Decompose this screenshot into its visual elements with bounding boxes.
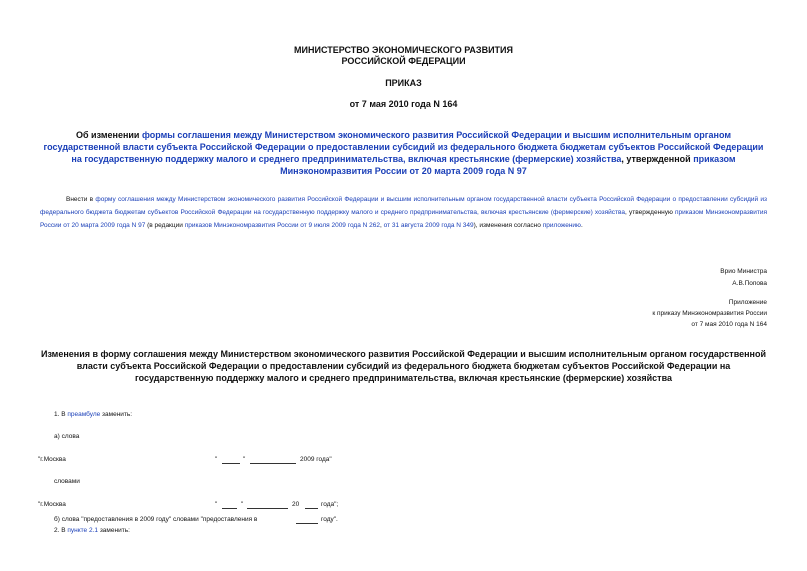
item1-prefix: 1. В — [54, 411, 68, 418]
body-link-order-262[interactable]: приказов Минэкономразвития России от 9 июля 2009 года N 262 — [184, 222, 380, 229]
document-date: от 7 мая 2010 года N 164 — [349, 99, 458, 109]
title-prefix: Об изменении — [76, 130, 142, 140]
year-old: 2009 года" — [300, 456, 332, 463]
signature-name: А.В.Попова — [732, 280, 767, 287]
title-link-form[interactable]: формы соглашения между Министерством экономического развития Российской Федерации и высшим исполнительным органом государственной власти субъекта Российской Федерации о предоставлении субсидий из федерального бюджета бюджетам субъектов Российской Федерации на государственную поддержку малого и среднего предпринимательства, включая крестьянские (фермерские) хозяйства — [43, 130, 764, 164]
words-label: словами — [54, 478, 80, 485]
body-link-order-349[interactable]: от 31 августа 2009 года N 349 — [383, 222, 474, 229]
city-line-old: "г.Москва — [38, 456, 66, 463]
year-prefix-20: 20 — [292, 501, 300, 508]
body-link-order-97[interactable]: приказом Минэкономразвития России от 20 марта 2009 года N 97 — [40, 209, 767, 229]
date-quote-mid-old: " — [243, 456, 246, 463]
blank-year-b — [296, 516, 318, 524]
blank-month-new — [247, 501, 288, 509]
date-quote-open-new: " — [215, 501, 218, 508]
blank-day-old — [222, 456, 240, 464]
blank-year-new — [305, 501, 318, 509]
body-text-2: , утвержденную — [625, 209, 676, 216]
document-type: ПРИКАЗ — [385, 78, 422, 88]
year-new: года"; — [321, 501, 339, 508]
blank-month-old — [250, 456, 296, 464]
signature-position: Врио Министра — [720, 268, 767, 275]
change-item-2 — [54, 524, 130, 537]
change-item-1 — [54, 408, 132, 421]
item2-suffix: заменить: — [98, 527, 130, 534]
body-link-appendix[interactable]: приложению — [542, 222, 581, 229]
body-text-1: Внести в — [66, 196, 96, 203]
ministry-name-line1: МИНИСТЕРСТВО ЭКОНОМИЧЕСКОГО РАЗВИТИЯ — [294, 45, 513, 55]
body-text-5: ), изменения согласно — [473, 222, 543, 229]
body-paragraph — [40, 193, 767, 232]
subitem-b-end: году". — [321, 516, 338, 523]
section-title: Изменения в форму соглашения между Министерством экономического развития Российской Федерации и высшим исполнительным органом государственной власти субъекта Российской Федерации о предоставлении субсидий из федерального бюджета бюджетам субъектов Российской Федерации на государственную поддержку малого и среднего предпринимательства, включая крестьянские (фермерские) хозяйства — [40, 349, 767, 383]
preamble-link[interactable]: преамбуле — [67, 411, 101, 418]
document-title — [40, 129, 767, 177]
appendix-order-ref: к приказу Минэкономразвития России — [652, 310, 767, 317]
title-middle: , утвержденной — [621, 154, 694, 164]
city-line-new: "г.Москва — [38, 501, 66, 508]
body-text-6: . — [580, 222, 583, 229]
date-quote-open-old: " — [215, 456, 218, 463]
clause-2-1-link[interactable]: пункте 2.1 — [67, 527, 99, 534]
subitem-b: б) слова "предоставления в 2009 году" словами "предоставления в — [54, 516, 258, 523]
body-text-3: (в редакции — [145, 222, 185, 229]
body-link-form[interactable]: форму соглашения между Министерством экономического развития Российской Федерации и высшим исполнительным органом государственной власти субъекта Российской Федерации о предоставлении субсидий из федерального бюджета бюджетам субъектов Российской Федерации на государственную поддержку малого и среднего предпринимательства, включая крестьянские (фермерские) хозяйства — [40, 196, 767, 216]
appendix-order-date: от 7 мая 2010 года N 164 — [691, 321, 767, 328]
body-text-4: , — [380, 222, 384, 229]
date-quote-mid-new: " — [241, 501, 244, 508]
item2-prefix: 2. В — [54, 527, 68, 534]
title-link-order[interactable]: приказом Минэкономразвития России от 20 марта 2009 года N 97 — [280, 154, 736, 176]
blank-day-new — [222, 501, 237, 509]
item1-suffix: заменить: — [100, 411, 133, 418]
appendix-label: Приложение — [728, 299, 767, 306]
ministry-name-line2: РОССИЙСКОЙ ФЕДЕРАЦИИ — [341, 56, 466, 66]
subitem-a: а) слова — [54, 433, 80, 440]
